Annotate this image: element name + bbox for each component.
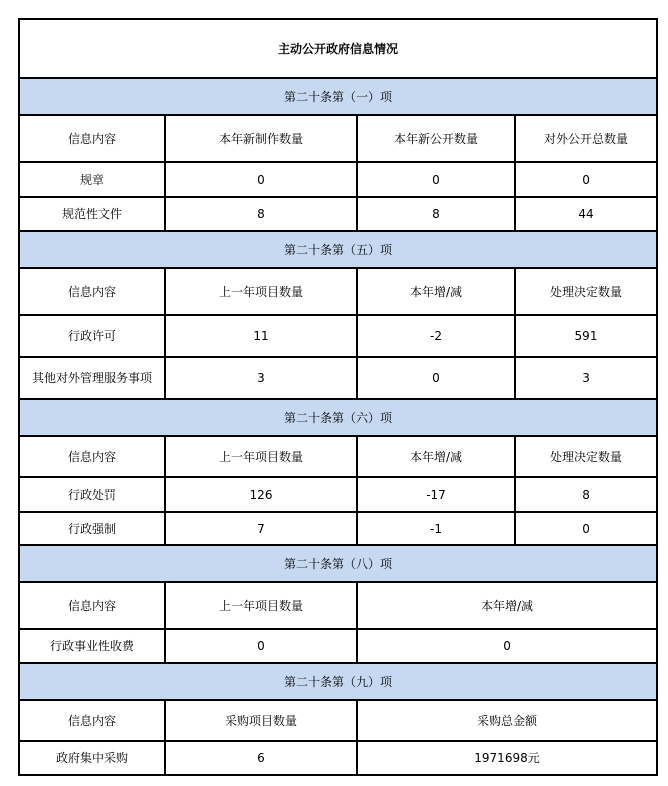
title-row xyxy=(19,19,657,78)
table-row xyxy=(19,197,657,231)
column-header: 信息内容 xyxy=(19,268,165,315)
column-header: 处理决定数量 xyxy=(515,436,657,477)
table-cell: 591 xyxy=(515,315,657,357)
header-row xyxy=(19,436,657,477)
section-row xyxy=(19,545,657,582)
table-row xyxy=(19,162,657,197)
table-cell: 0 xyxy=(515,162,657,197)
table-cell: 6 xyxy=(165,741,357,775)
row-label: 其他对外管理服务事项 xyxy=(19,357,165,399)
row-label: 行政许可 xyxy=(19,315,165,357)
row-label: 规范性文件 xyxy=(19,197,165,231)
column-header: 上一年项目数量 xyxy=(165,268,357,315)
table-cell: 0 xyxy=(515,512,657,545)
column-header: 本年新公开数量 xyxy=(357,115,515,162)
section-heading: 第二十条第（五）项 xyxy=(19,231,657,268)
info-disclosure-table xyxy=(18,18,658,776)
column-header: 本年增/减 xyxy=(357,268,515,315)
header-row xyxy=(19,582,657,629)
table-row xyxy=(19,477,657,512)
column-header: 本年增/减 xyxy=(357,436,515,477)
column-header: 上一年项目数量 xyxy=(165,582,357,629)
header-row xyxy=(19,115,657,162)
column-header: 本年增/减 xyxy=(357,582,657,629)
table-title: 主动公开政府信息情况 xyxy=(19,19,657,78)
column-header: 信息内容 xyxy=(19,115,165,162)
row-label: 行政处罚 xyxy=(19,477,165,512)
section-heading: 第二十条第（八）项 xyxy=(19,545,657,582)
table-row xyxy=(19,629,657,663)
table-cell: 7 xyxy=(165,512,357,545)
table-cell: 8 xyxy=(357,197,515,231)
header-row xyxy=(19,700,657,741)
row-label: 行政强制 xyxy=(19,512,165,545)
column-header: 上一年项目数量 xyxy=(165,436,357,477)
table-cell: 8 xyxy=(165,197,357,231)
section-row xyxy=(19,78,657,115)
table-cell: -2 xyxy=(357,315,515,357)
section-heading: 第二十条第（一）项 xyxy=(19,78,657,115)
column-header: 信息内容 xyxy=(19,436,165,477)
table-cell: 0 xyxy=(165,629,357,663)
table-cell: -17 xyxy=(357,477,515,512)
table-cell: 8 xyxy=(515,477,657,512)
column-header: 采购项目数量 xyxy=(165,700,357,741)
table-cell: 3 xyxy=(515,357,657,399)
table-cell: -1 xyxy=(357,512,515,545)
header-row xyxy=(19,268,657,315)
column-header: 本年新制作数量 xyxy=(165,115,357,162)
section-row xyxy=(19,231,657,268)
table-row xyxy=(19,315,657,357)
column-header: 处理决定数量 xyxy=(515,268,657,315)
section-heading: 第二十条第（九）项 xyxy=(19,663,657,700)
table-cell: 126 xyxy=(165,477,357,512)
table-row xyxy=(19,357,657,399)
column-header: 信息内容 xyxy=(19,582,165,629)
table-cell: 11 xyxy=(165,315,357,357)
column-header: 采购总金额 xyxy=(357,700,657,741)
table-row xyxy=(19,741,657,775)
row-label: 政府集中采购 xyxy=(19,741,165,775)
table-cell: 0 xyxy=(357,629,657,663)
column-header: 信息内容 xyxy=(19,700,165,741)
table-row xyxy=(19,512,657,545)
table-cell: 0 xyxy=(357,357,515,399)
section-row xyxy=(19,399,657,436)
row-label: 规章 xyxy=(19,162,165,197)
table-cell: 1971698元 xyxy=(357,741,657,775)
table-cell: 44 xyxy=(515,197,657,231)
section-row xyxy=(19,663,657,700)
column-header: 对外公开总数量 xyxy=(515,115,657,162)
table-cell: 0 xyxy=(357,162,515,197)
section-heading: 第二十条第（六）项 xyxy=(19,399,657,436)
row-label: 行政事业性收费 xyxy=(19,629,165,663)
table-cell: 0 xyxy=(165,162,357,197)
table-cell: 3 xyxy=(165,357,357,399)
